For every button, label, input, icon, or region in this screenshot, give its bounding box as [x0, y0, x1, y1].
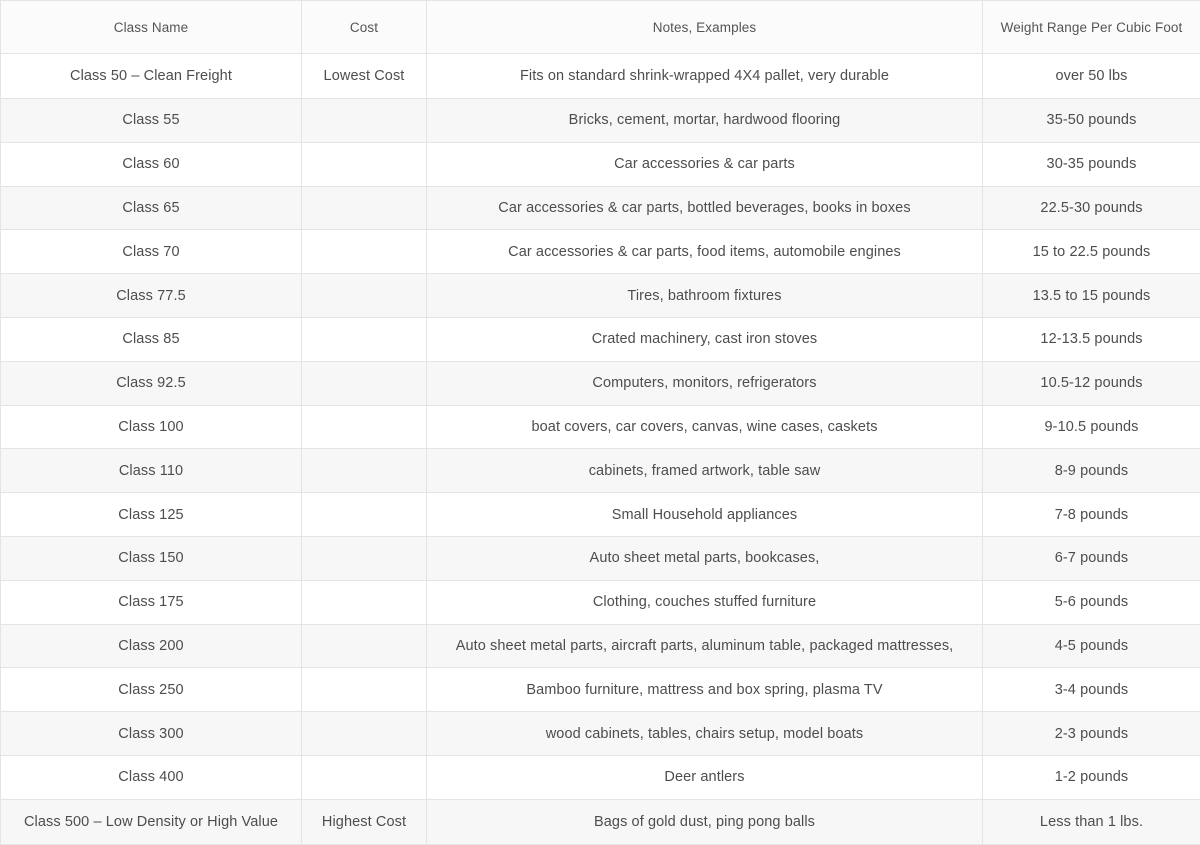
table-row — [1, 580, 1200, 624]
cell-notes: Fits on standard shrink-wrapped 4X4 pallet, very durable — [427, 54, 983, 99]
cell-class-name: Class 55 — [1, 99, 302, 143]
cell-weight-range: 3-4 pounds — [983, 668, 1200, 712]
cell-cost — [302, 99, 427, 143]
cell-cost — [302, 405, 427, 449]
cell-notes: Crated machinery, cast iron stoves — [427, 317, 983, 361]
cell-class-name: Class 60 — [1, 142, 302, 186]
cell-class-name: Class 85 — [1, 317, 302, 361]
cell-notes: Computers, monitors, refrigerators — [427, 361, 983, 405]
cell-class-name: Class 77.5 — [1, 274, 302, 318]
cell-weight-range: Less than 1 lbs. — [983, 799, 1200, 844]
cell-weight-range: 22.5-30 pounds — [983, 186, 1200, 230]
cell-weight-range: 15 to 22.5 pounds — [983, 230, 1200, 274]
cell-class-name: Class 65 — [1, 186, 302, 230]
table-row — [1, 449, 1200, 493]
table-row — [1, 493, 1200, 537]
cell-class-name: Class 150 — [1, 536, 302, 580]
cell-cost — [302, 668, 427, 712]
cell-weight-range: 7-8 pounds — [983, 493, 1200, 537]
cell-cost — [302, 712, 427, 756]
table-row — [1, 668, 1200, 712]
cell-weight-range: 5-6 pounds — [983, 580, 1200, 624]
table-header — [1, 1, 1200, 54]
table-row — [1, 142, 1200, 186]
cell-cost — [302, 361, 427, 405]
cell-notes: cabinets, framed artwork, table saw — [427, 449, 983, 493]
cell-notes: Bricks, cement, mortar, hardwood flooring — [427, 99, 983, 143]
cell-cost — [302, 580, 427, 624]
table-row — [1, 536, 1200, 580]
cell-notes: boat covers, car covers, canvas, wine cases, caskets — [427, 405, 983, 449]
table-row — [1, 54, 1200, 99]
table-body — [1, 54, 1200, 845]
cell-notes: wood cabinets, tables, chairs setup, model boats — [427, 712, 983, 756]
cell-cost: Highest Cost — [302, 799, 427, 844]
cell-weight-range: 9-10.5 pounds — [983, 405, 1200, 449]
cell-class-name: Class 92.5 — [1, 361, 302, 405]
cell-cost — [302, 755, 427, 799]
column-header-cost: Cost — [302, 1, 427, 54]
cell-notes: Car accessories & car parts — [427, 142, 983, 186]
table-row — [1, 274, 1200, 318]
cell-class-name: Class 500 – Low Density or High Value — [1, 799, 302, 844]
cell-notes: Deer antlers — [427, 755, 983, 799]
cell-notes: Clothing, couches stuffed furniture — [427, 580, 983, 624]
table-row — [1, 624, 1200, 668]
cell-weight-range: 8-9 pounds — [983, 449, 1200, 493]
cell-cost — [302, 142, 427, 186]
cell-class-name: Class 110 — [1, 449, 302, 493]
cell-notes: Small Household appliances — [427, 493, 983, 537]
cell-class-name: Class 200 — [1, 624, 302, 668]
cell-class-name: Class 125 — [1, 493, 302, 537]
table-row — [1, 186, 1200, 230]
table-row — [1, 712, 1200, 756]
cell-notes: Auto sheet metal parts, aircraft parts, aluminum table, packaged mattresses, — [427, 624, 983, 668]
cell-cost — [302, 274, 427, 318]
cell-weight-range: 1-2 pounds — [983, 755, 1200, 799]
cell-cost — [302, 493, 427, 537]
cell-notes: Car accessories & car parts, bottled beverages, books in boxes — [427, 186, 983, 230]
cell-class-name: Class 250 — [1, 668, 302, 712]
cell-notes: Tires, bathroom fixtures — [427, 274, 983, 318]
column-header-class-name: Class Name — [1, 1, 302, 54]
cell-cost — [302, 230, 427, 274]
cell-notes: Auto sheet metal parts, bookcases, — [427, 536, 983, 580]
cell-weight-range: 30-35 pounds — [983, 142, 1200, 186]
cell-cost — [302, 624, 427, 668]
cell-weight-range: 4-5 pounds — [983, 624, 1200, 668]
table-row — [1, 317, 1200, 361]
cell-class-name: Class 50 – Clean Freight — [1, 54, 302, 99]
cell-cost — [302, 186, 427, 230]
cell-notes: Bags of gold dust, ping pong balls — [427, 799, 983, 844]
cell-class-name: Class 70 — [1, 230, 302, 274]
table-row — [1, 405, 1200, 449]
column-header-weight-range: Weight Range Per Cubic Foot — [983, 1, 1200, 54]
cell-notes: Bamboo furniture, mattress and box spring, plasma TV — [427, 668, 983, 712]
table-row — [1, 361, 1200, 405]
cell-class-name: Class 400 — [1, 755, 302, 799]
table-row — [1, 799, 1200, 844]
table-row — [1, 99, 1200, 143]
cell-weight-range: 13.5 to 15 pounds — [983, 274, 1200, 318]
cell-cost: Lowest Cost — [302, 54, 427, 99]
cell-weight-range: 35-50 pounds — [983, 99, 1200, 143]
cell-weight-range: 6-7 pounds — [983, 536, 1200, 580]
cell-notes: Car accessories & car parts, food items, automobile engines — [427, 230, 983, 274]
table-header-row — [1, 1, 1200, 54]
cell-cost — [302, 536, 427, 580]
cell-cost — [302, 317, 427, 361]
table-row — [1, 230, 1200, 274]
cell-class-name: Class 175 — [1, 580, 302, 624]
cell-class-name: Class 300 — [1, 712, 302, 756]
column-header-notes-examples: Notes, Examples — [427, 1, 983, 54]
cell-weight-range: 2-3 pounds — [983, 712, 1200, 756]
cell-weight-range: 10.5-12 pounds — [983, 361, 1200, 405]
cell-weight-range: 12-13.5 pounds — [983, 317, 1200, 361]
cell-weight-range: over 50 lbs — [983, 54, 1200, 99]
cell-class-name: Class 100 — [1, 405, 302, 449]
table-row — [1, 755, 1200, 799]
cell-cost — [302, 449, 427, 493]
